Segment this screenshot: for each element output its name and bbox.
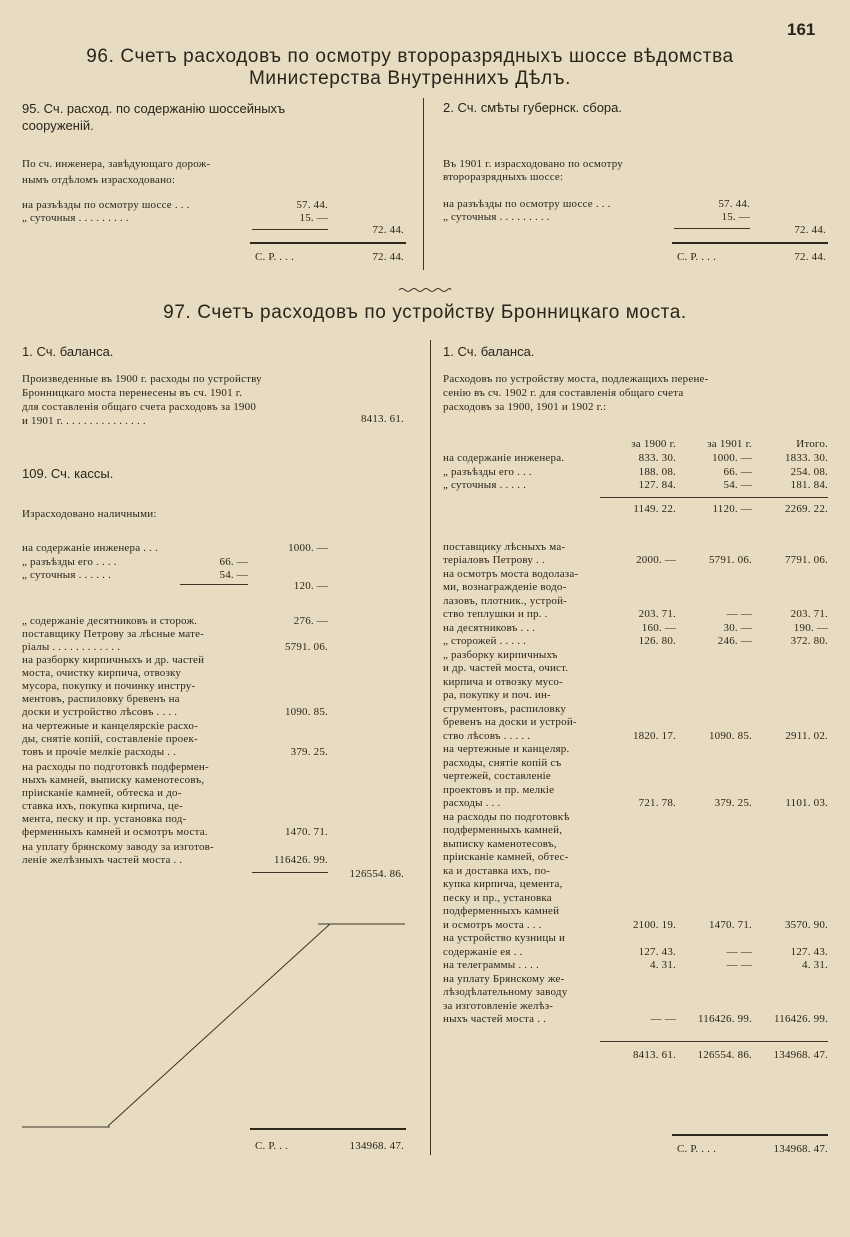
balance-text: для составленiя общаго счета расходовъ за 1900 — [22, 401, 257, 413]
expense-label: товъ и прочiе мелкiе расходы . . — [22, 746, 177, 758]
expense-label: ныхъ камней, выписку каменотесовъ, — [22, 774, 205, 786]
row-label: „ суточныя . . . . . — [443, 479, 527, 491]
row-value: — — — [726, 608, 752, 620]
intro-line: расходовъ за 1900, 1901 и 1902 г.: — [443, 401, 607, 413]
row-value: 66. — — [723, 465, 752, 478]
row-label: бревенъ на доски и устрой- — [443, 716, 577, 728]
expense-label: рiалы . . . . . . . . . . . . — [22, 641, 121, 653]
expense-label: ды, снятiе копiй, составленiе проек- — [22, 733, 198, 745]
expense-label: ферменныхъ камней и осмотръ моста. — [22, 826, 208, 838]
balance-text: Бронницкаго моста перенесены въ сч. 1901 г. — [22, 387, 243, 399]
row-label: расходы, снятiе копiй съ — [443, 756, 562, 769]
sum-rule — [252, 872, 328, 873]
subtotal-value: 72. 44. — [372, 224, 404, 236]
row-value: 833. 30. — [638, 452, 676, 464]
cash-heading: 109. Сч. кассы. — [22, 466, 114, 481]
total-value: 8413. 61. — [632, 1048, 676, 1061]
row-label: чертежей, составленiе — [443, 770, 551, 782]
expense-value: 15. — — [299, 212, 328, 224]
expense-label: мента, песку и пр. установка под- — [22, 813, 187, 825]
intro-line: Въ 1901 г. израсходовано по осмотру — [443, 158, 623, 170]
intro-line: сенiю въ сч. 1902 г. для составленiя общаго счета — [443, 387, 684, 399]
expense-value: 379. 25. — [290, 746, 328, 758]
sum-rule — [180, 584, 248, 585]
row-value: 379. 25. — [714, 797, 752, 809]
column-header: Итого. — [796, 438, 828, 450]
expense-label: прiисканiе камней, обтеска и до- — [22, 787, 182, 799]
row-label: ми, вознагражденiе водо- — [443, 581, 567, 593]
page-number: 161 — [787, 20, 816, 39]
row-value: 5791. 06. — [708, 554, 752, 566]
sr-value: 134968. 47. — [773, 1143, 828, 1155]
expense-label: „ содержанiе десятниковъ и сторож. — [22, 615, 198, 627]
row-value: 4. 31. — [802, 959, 828, 971]
cash-intro: Израсходовано наличными: — [22, 508, 157, 520]
row-label: содержанiе ея . . — [443, 945, 523, 958]
expense-value: 5791. 06. — [284, 641, 328, 653]
expense-label: на разъѣзды по осмотру шоссе . . . — [443, 198, 611, 210]
expense-label: мусора, покупку и починку инстру- — [22, 680, 196, 692]
row-value: 188. 08. — [638, 465, 676, 478]
row-label: кирпича и отвозку мусо- — [443, 675, 563, 688]
subtotal-value: 72. 44. — [794, 224, 826, 236]
row-label: на уплату Брянскому же- — [443, 972, 565, 985]
expense-value: 116426. 99. — [273, 854, 328, 866]
expense-value: 15. — — [721, 211, 750, 223]
expense-label: на содержанiе инженера . . . — [22, 542, 158, 554]
row-value: — — — [726, 959, 752, 971]
expense-value: 1090. 85. — [284, 706, 328, 718]
balance-text: и 1901 г. . . . . . . . . . . . . . . — [22, 415, 146, 427]
sum-rule — [600, 497, 828, 498]
row-value: 1000. — — [712, 452, 752, 464]
column-header: за 1901 г. — [707, 438, 752, 450]
row-value: 7791. 06. — [784, 554, 828, 566]
column-divider — [430, 340, 431, 1155]
intro-line: Расходовъ по устройству моста, подлежащихъ перене- — [443, 373, 709, 385]
row-label: ныхъ частей моста . . — [443, 1013, 547, 1025]
expense-label: ленiе желѣзныхъ частей моста . . — [22, 854, 183, 866]
row-label: лѣзодѣлательному заводу — [443, 986, 568, 998]
expense-value: 1470. 71. — [284, 826, 328, 838]
expense-label: „ суточныя . . . . . . . . . — [22, 212, 129, 224]
total-rule — [672, 242, 828, 244]
row-value: 160. — — [641, 621, 676, 634]
balance-heading: 1. Сч. баланса. — [443, 344, 535, 359]
expense-label: на уплату брянскому заводу за изготов- — [22, 841, 214, 853]
row-value: 190. — — [793, 621, 828, 634]
row-label: на устройство кузницы и — [443, 932, 566, 944]
row-label: расходы . . . — [443, 797, 501, 809]
sr-value: 72. 44. — [372, 251, 404, 263]
sr-label: С. Р. . . . — [677, 1143, 717, 1155]
sr-value: 134968. 47. — [349, 1140, 404, 1152]
row-label: струментовъ, распиловку — [443, 702, 567, 715]
row-value: 2911. 02. — [785, 729, 828, 742]
row-value: 116426. 99. — [697, 1013, 752, 1025]
expense-label: „ разъѣзды его . . . . — [22, 556, 117, 568]
row-label: поставщику лѣсныхъ ма- — [443, 540, 566, 553]
intro-line: второразрядныхъ шоссе: — [443, 171, 564, 183]
subtotal-value: 120. — — [293, 580, 328, 592]
expense-label: на чертежные и канцелярскiе расхо- — [22, 720, 198, 732]
section-separator — [398, 280, 452, 286]
section-97-title: 97. Счетъ расходовъ по устройству Бронницкаго моста. — [163, 302, 687, 323]
row-value: 54. — — [723, 479, 752, 491]
expense-label: ментовъ, распиловку бревенъ на — [22, 693, 180, 705]
expense-label: на разъѣзды по осмотру шоссе . . . — [22, 199, 190, 211]
row-label: проектовъ и пр. мелкiе — [443, 783, 555, 796]
row-label: ка и доставка ихъ, по- — [443, 864, 551, 877]
sum-rule — [252, 229, 328, 230]
row-value: 127. 84. — [638, 479, 676, 491]
expense-value: 1000. — — [288, 542, 328, 554]
subtotal-value: 1149. 22. — [633, 502, 676, 515]
account-95-heading: 95. Сч. расход. по содержанiю шоссейныхъ сооруженiй. — [22, 101, 286, 133]
row-label: песку и пр., установка — [443, 891, 552, 904]
intro-line: По сч. инженера, завѣдующаго дорож- — [22, 158, 211, 170]
row-value: 1101. 03. — [785, 797, 828, 809]
total-rule — [672, 1134, 828, 1136]
expense-value: 66. — — [219, 556, 248, 568]
row-label: и осмотръ моста . . . — [443, 918, 542, 931]
expense-label: „ суточныя . . . . . . . . . — [443, 211, 550, 223]
row-value: 1470. 71. — [708, 918, 752, 931]
expense-value: 276. — — [293, 615, 328, 627]
row-label: терiаловъ Петрову . . — [443, 554, 545, 566]
sr-label: С. Р. . . . — [677, 251, 717, 263]
row-value: 2100. 19. — [632, 918, 676, 931]
row-label: на телеграммы . . . . — [443, 959, 539, 971]
row-label: ра, покупку и поч. ин- — [443, 689, 551, 701]
column-divider — [423, 98, 424, 270]
row-label: выписку каменотесовъ, — [443, 837, 557, 850]
row-value: 721. 78. — [638, 797, 676, 809]
row-label: на содержанiе инженера. — [443, 452, 565, 464]
expense-label: на разборку кирпичныхъ и др. частей — [22, 654, 205, 666]
row-value: 203. 71. — [638, 608, 676, 620]
row-value: 127. 43. — [790, 945, 828, 958]
expense-value: 57. 44. — [296, 199, 328, 211]
row-label: ство лѣсовъ . . . . . — [443, 729, 531, 742]
blank-space-strike — [0, 880, 420, 1140]
row-value: 126. 80. — [638, 635, 676, 647]
expense-value: 57. 44. — [718, 198, 750, 210]
row-label: на чертежные и канцеляр. — [443, 743, 570, 755]
sr-value: 72. 44. — [794, 251, 826, 263]
sum-rule — [600, 1041, 828, 1042]
row-value: 30. — — [723, 621, 752, 634]
sr-label: С. Р. . . — [255, 1140, 289, 1152]
row-value: 116426. 99. — [773, 1013, 828, 1025]
total-value: 126554. 86. — [697, 1048, 752, 1061]
row-value: 181. 84. — [790, 479, 828, 491]
row-value: — — — [650, 1013, 676, 1025]
expense-label: на расходы по подготовкѣ подфермен- — [22, 761, 209, 773]
section-96-title: 96. Счетъ расходовъ по осмотру второразрядныхъ шоссе вѣдомства Министерства Внутреннихъ Дѣлъ. — [86, 46, 734, 89]
expense-label: ставка ихъ, покупка кирпича, це- — [22, 800, 183, 812]
row-label: и др. частей моста, очист. — [443, 662, 569, 674]
row-value: 203. 71. — [790, 608, 828, 620]
sr-label: С. Р. . . . — [255, 251, 295, 263]
row-value: 372. 80. — [790, 635, 828, 647]
expense-label: поставщику Петрову за лѣсные мате- — [22, 628, 205, 640]
row-label: купка кирпича, цемента, — [443, 878, 563, 890]
expense-value: 54. — — [219, 569, 248, 581]
balance-heading: 1. Сч. баланса. — [22, 344, 114, 359]
expense-label: „ суточныя . . . . . . — [22, 569, 112, 581]
row-label: „ сторожей . . . . . — [443, 635, 527, 647]
row-value: 4. 31. — [650, 959, 676, 971]
subtotal-value: 2269. 22. — [784, 502, 828, 515]
row-label: подферменныхъ камней — [443, 905, 560, 917]
row-label: подферменныхъ камней, — [443, 824, 563, 836]
row-value: 3570. 90. — [784, 918, 828, 931]
total-rule — [250, 242, 406, 244]
sum-rule — [674, 228, 750, 229]
total-value: 134968. 47. — [773, 1048, 828, 1061]
intro-line: нымъ отдѣломъ израсходовано: — [22, 174, 176, 186]
row-value: 246. — — [717, 635, 752, 647]
row-label: за изготовленiе желѣз- — [443, 999, 554, 1012]
row-label: на десятниковъ . . . — [443, 621, 536, 634]
row-value: 1820. 17. — [632, 729, 676, 742]
total-rule — [250, 1128, 406, 1130]
row-value: 1833. 30. — [784, 452, 828, 464]
total-value: 126554. 86. — [349, 868, 404, 880]
row-label: прiисканiе камней, обтес- — [443, 851, 569, 863]
row-label: ство теплушки и пр. . — [443, 608, 548, 620]
row-label: на осмотръ моста водолаза- — [443, 567, 579, 580]
row-label: лазовъ, плотник., устрой- — [443, 594, 568, 607]
row-value: 127. 43. — [638, 945, 676, 958]
row-value: 2000. — — [636, 554, 676, 566]
row-value: 254. 08. — [790, 465, 828, 478]
balance-text: Произведенные въ 1900 г. расходы по устройству — [22, 373, 262, 385]
row-label: „ разборку кирпичныхъ — [443, 648, 558, 661]
row-label: „ разъѣзды его . . . — [443, 465, 532, 478]
subtotal-value: 1120. — — [712, 502, 752, 515]
row-label: на расходы по подготовкѣ — [443, 810, 570, 823]
expense-label: моста, очистку кирпича, отвозку — [22, 667, 182, 679]
column-header: за 1900 г. — [631, 438, 676, 450]
account-2-heading: 2. Сч. смѣты губернск. сбора. — [443, 100, 622, 115]
expense-label: доски и устройство лѣсовъ . . . . — [22, 706, 178, 718]
row-value: — — — [726, 945, 752, 958]
balance-value: 8413. 61. — [360, 413, 404, 425]
row-value: 1090. 85. — [708, 729, 752, 742]
